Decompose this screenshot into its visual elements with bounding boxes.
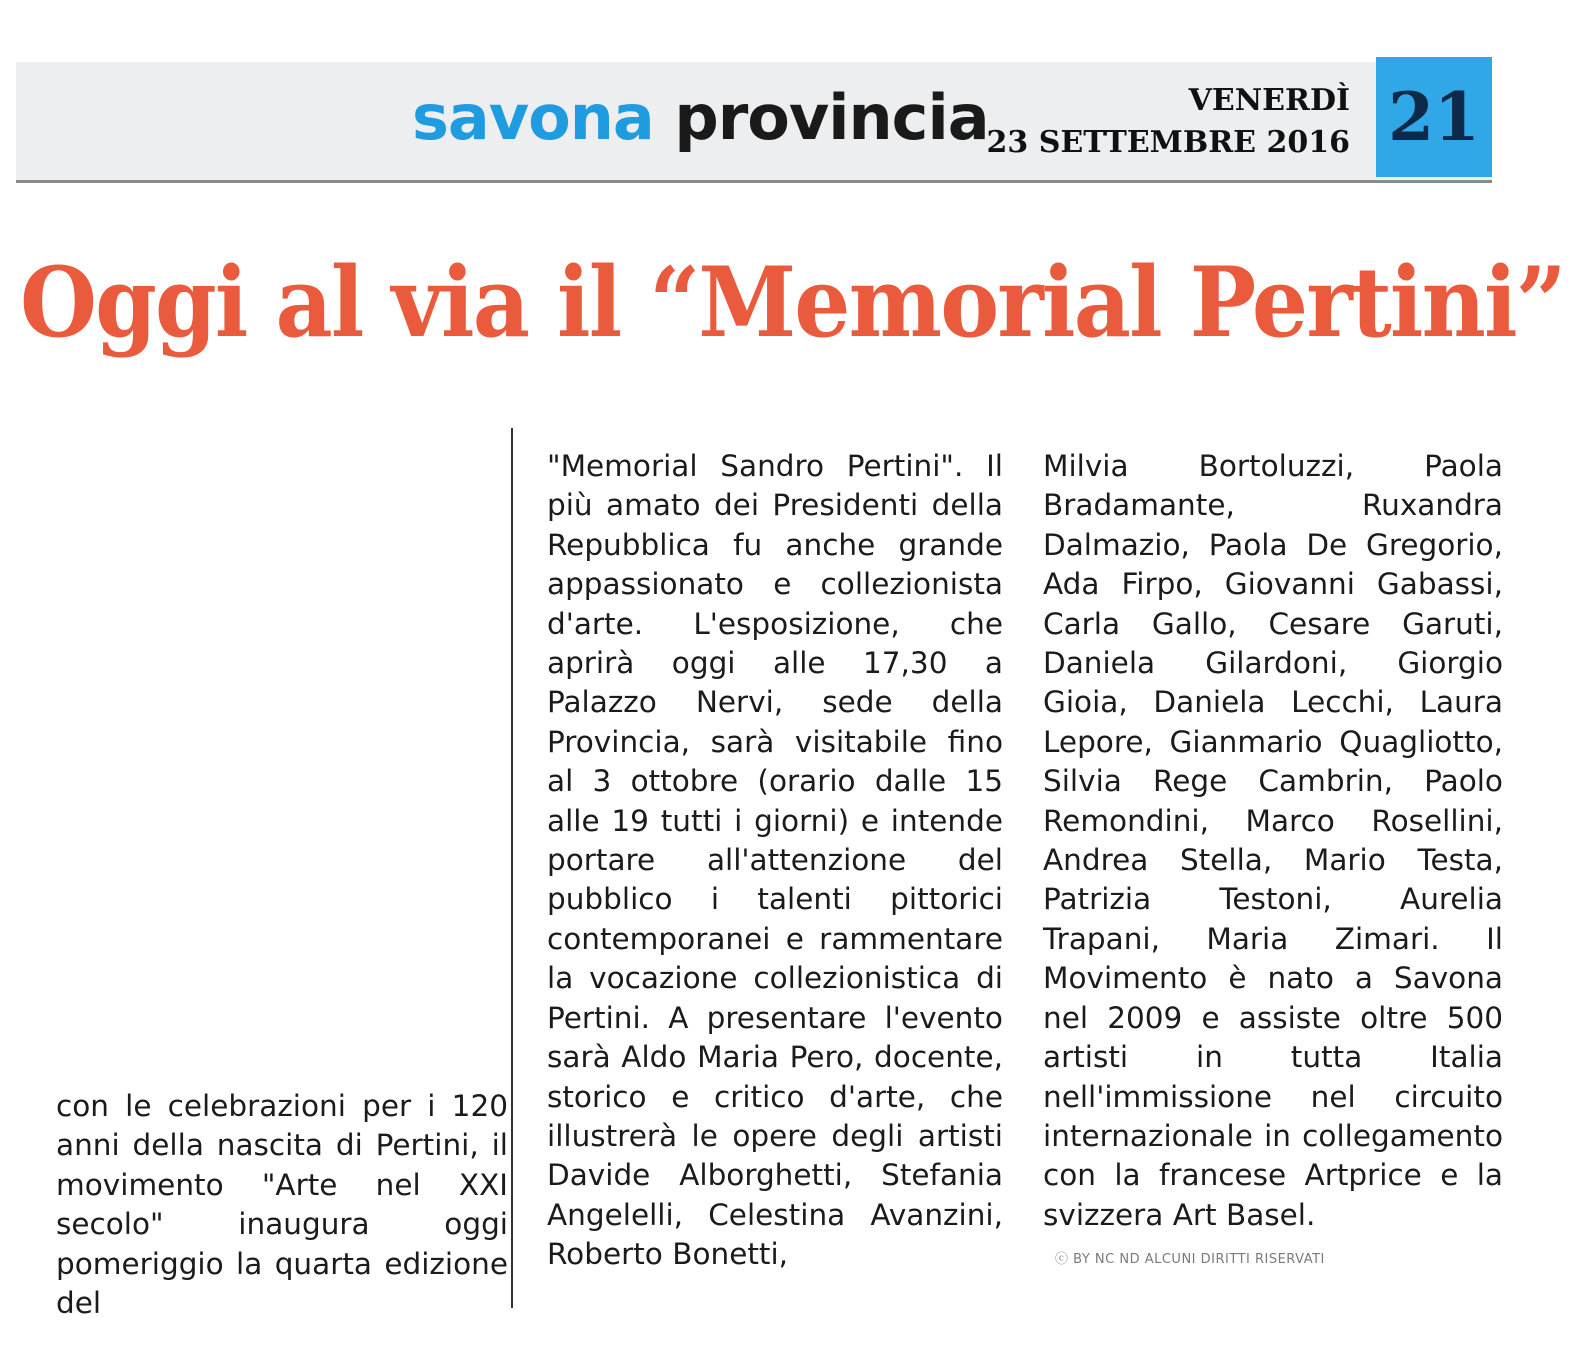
column-divider bbox=[511, 428, 513, 1308]
license-notice bbox=[1055, 1248, 1325, 1267]
column-2-text: "Memorial Sandro Pertini". Il più amato dei Presidenti della Repubblica fu anche grande appassionato e collezionista d'arte. L'esposizione, che aprirà oggi alle 17,30 a Palazzo Nervi, sede della Provincia, sarà visitabile fino al 3 ottobre (orario dalle 15 alle 19 tutti i giorni) e intende portare all'attenzione del pubblico i talenti pittorici contemporanei e rammentare la vocazione collezionistica di Pertini. A presentare l'evento sarà Aldo Maria Pero, docente, storico e critico d'arte, che illustrerà le opere degli artisti Davide Alborghetti, Stefania Angelelli, Celestina Avanzini, Roberto Bonetti, bbox=[547, 449, 1003, 1272]
issue-date bbox=[960, 80, 1350, 164]
issue-weekday: VENERDÌ bbox=[1188, 83, 1350, 118]
column-3-text: Milvia Bortoluzzi, Paola Bradamante, Ruxandra Dalmazio, Paola De Gregorio, Ada Firpo, Giovanni Gabassi, Carla Gallo, Cesare Garuti, Daniela Gilardoni, Giorgio Gioia, Daniela Lecchi, Laura Lepore, Gianmario Quagliotto, Silvia Rege Cambrin, Paolo Remondini, Marco Rosellini, Andrea Stella, Mario Testa, Patrizia Testoni, Aurelia Trapani, Maria Zimari. Il Movimento è nato a Savona nel 2009 e assiste oltre 500 artisti in tutta Italia nell'immissione nel circuito internazionale in collegamento con la francese Artprice e la svizzera Art Basel. bbox=[1043, 449, 1503, 1232]
license-text: BY NC ND ALCUNI DIRITTI RISERVATI bbox=[1073, 1252, 1325, 1267]
page-number-badge: 21 bbox=[1376, 57, 1492, 177]
issue-full-date: 23 SETTEMBRE 2016 bbox=[986, 125, 1350, 160]
article-column-1 bbox=[56, 1087, 508, 1323]
creative-commons-icon: ⓒ bbox=[1055, 1252, 1074, 1267]
section-province: provincia bbox=[674, 81, 989, 154]
column-1-text: con le celebrazioni per i 120 anni della nascita di Pertini, il movimento "Arte nel XXI secolo" inaugura oggi pomeriggio la quarta edizione del bbox=[56, 1089, 508, 1321]
section-city: savona bbox=[412, 81, 654, 154]
article-headline: Oggi al via il “Memorial Pertini” bbox=[20, 246, 1565, 359]
article-column-2 bbox=[547, 447, 1003, 1275]
section-name bbox=[412, 78, 989, 158]
article-column-3 bbox=[1043, 447, 1503, 1235]
